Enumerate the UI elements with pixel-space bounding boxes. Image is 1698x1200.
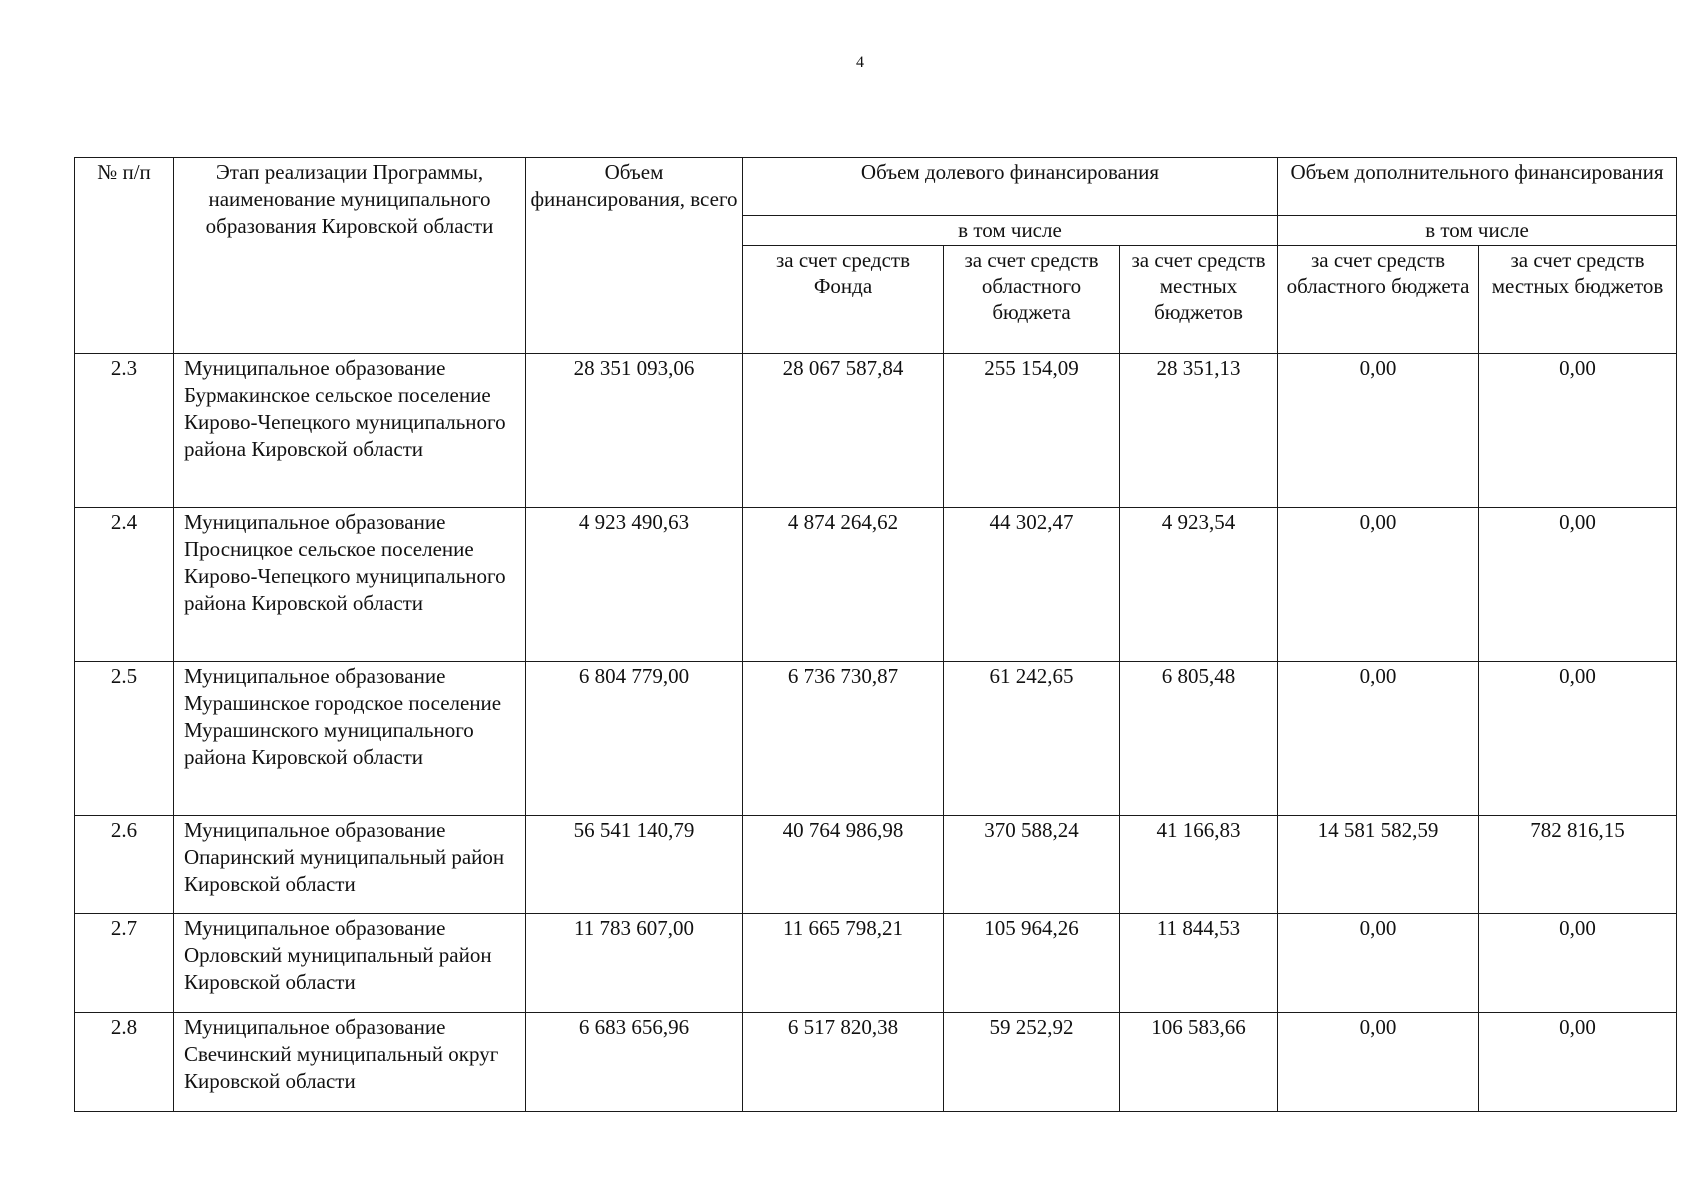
table-row bbox=[75, 914, 1677, 1013]
row-fund: 6 736 730,87 bbox=[743, 662, 944, 816]
row-add-regional: 14 581 582,59 bbox=[1278, 816, 1479, 914]
header-shared-group: Объем долевого финансирования bbox=[743, 158, 1278, 216]
row-add-local: 0,00 bbox=[1479, 1013, 1677, 1112]
row-name: Муниципальное образование Опаринский муниципальный район Кировской области bbox=[174, 816, 526, 914]
row-num: 2.6 bbox=[75, 816, 174, 914]
row-num: 2.4 bbox=[75, 508, 174, 662]
row-local: 28 351,13 bbox=[1120, 354, 1278, 508]
row-num: 2.8 bbox=[75, 1013, 174, 1112]
row-name: Муниципальное образование Просницкое сельское поселение Кирово-Чепецкого муниципального района Кировской области bbox=[174, 508, 526, 662]
header-shared-including: в том числе bbox=[743, 216, 1278, 246]
row-local: 41 166,83 bbox=[1120, 816, 1278, 914]
table-row bbox=[75, 1013, 1677, 1112]
row-local: 11 844,53 bbox=[1120, 914, 1278, 1013]
row-fund: 40 764 986,98 bbox=[743, 816, 944, 914]
row-regional: 59 252,92 bbox=[944, 1013, 1120, 1112]
row-total: 4 923 490,63 bbox=[526, 508, 743, 662]
row-fund: 6 517 820,38 bbox=[743, 1013, 944, 1112]
header-num: № п/п bbox=[75, 158, 174, 354]
row-name: Муниципальное образование Свечинский муниципальный округ Кировской области bbox=[174, 1013, 526, 1112]
row-regional: 370 588,24 bbox=[944, 816, 1120, 914]
row-fund: 4 874 264,62 bbox=[743, 508, 944, 662]
row-total: 28 351 093,06 bbox=[526, 354, 743, 508]
row-name: Муниципальное образование Бурмакинское сельское поселение Кирово-Чепецкого муниципального района Кировской области bbox=[174, 354, 526, 508]
row-total: 56 541 140,79 bbox=[526, 816, 743, 914]
header-add-regional: за счет средств областного бюджета bbox=[1278, 246, 1479, 354]
row-add-local: 0,00 bbox=[1479, 354, 1677, 508]
table-row bbox=[75, 662, 1677, 816]
financing-table bbox=[74, 157, 1677, 1112]
table-row bbox=[75, 354, 1677, 508]
row-num: 2.5 bbox=[75, 662, 174, 816]
table-row bbox=[75, 508, 1677, 662]
row-add-regional: 0,00 bbox=[1278, 1013, 1479, 1112]
row-add-local: 0,00 bbox=[1479, 662, 1677, 816]
header-additional-including: в том числе bbox=[1278, 216, 1677, 246]
header-stage: Этап реализации Программы, наименование муниципального образования Кировской области bbox=[174, 158, 526, 354]
header-shared-local: за счет средств местных бюджетов bbox=[1120, 246, 1278, 354]
table-row bbox=[75, 816, 1677, 914]
row-regional: 44 302,47 bbox=[944, 508, 1120, 662]
header-additional-group: Объем дополнительного финансирования bbox=[1278, 158, 1677, 216]
row-add-local: 0,00 bbox=[1479, 508, 1677, 662]
row-add-regional: 0,00 bbox=[1278, 354, 1479, 508]
row-local: 6 805,48 bbox=[1120, 662, 1278, 816]
row-total: 6 683 656,96 bbox=[526, 1013, 743, 1112]
row-regional: 105 964,26 bbox=[944, 914, 1120, 1013]
row-name: Муниципальное образование Мурашинское городское поселение Мурашинского муниципального района Кировской области bbox=[174, 662, 526, 816]
header-add-local: за счет средств местных бюджетов bbox=[1479, 246, 1677, 354]
row-num: 2.3 bbox=[75, 354, 174, 508]
row-fund: 11 665 798,21 bbox=[743, 914, 944, 1013]
row-name: Муниципальное образование Орловский муниципальный район Кировской области bbox=[174, 914, 526, 1013]
header-shared-regional: за счет средств областного бюджета bbox=[944, 246, 1120, 354]
row-local: 4 923,54 bbox=[1120, 508, 1278, 662]
page-number: 4 bbox=[856, 54, 864, 71]
row-local: 106 583,66 bbox=[1120, 1013, 1278, 1112]
row-regional: 255 154,09 bbox=[944, 354, 1120, 508]
row-total: 6 804 779,00 bbox=[526, 662, 743, 816]
row-fund: 28 067 587,84 bbox=[743, 354, 944, 508]
row-total: 11 783 607,00 bbox=[526, 914, 743, 1013]
table-body bbox=[75, 354, 1677, 1112]
row-regional: 61 242,65 bbox=[944, 662, 1120, 816]
header-shared-fund: за счет средств Фонда bbox=[743, 246, 944, 354]
row-num: 2.7 bbox=[75, 914, 174, 1013]
table-header bbox=[75, 158, 1677, 354]
row-add-regional: 0,00 bbox=[1278, 662, 1479, 816]
row-add-regional: 0,00 bbox=[1278, 508, 1479, 662]
row-add-local: 0,00 bbox=[1479, 914, 1677, 1013]
row-add-regional: 0,00 bbox=[1278, 914, 1479, 1013]
header-total: Объем финансирования, всего bbox=[526, 158, 743, 354]
row-add-local: 782 816,15 bbox=[1479, 816, 1677, 914]
